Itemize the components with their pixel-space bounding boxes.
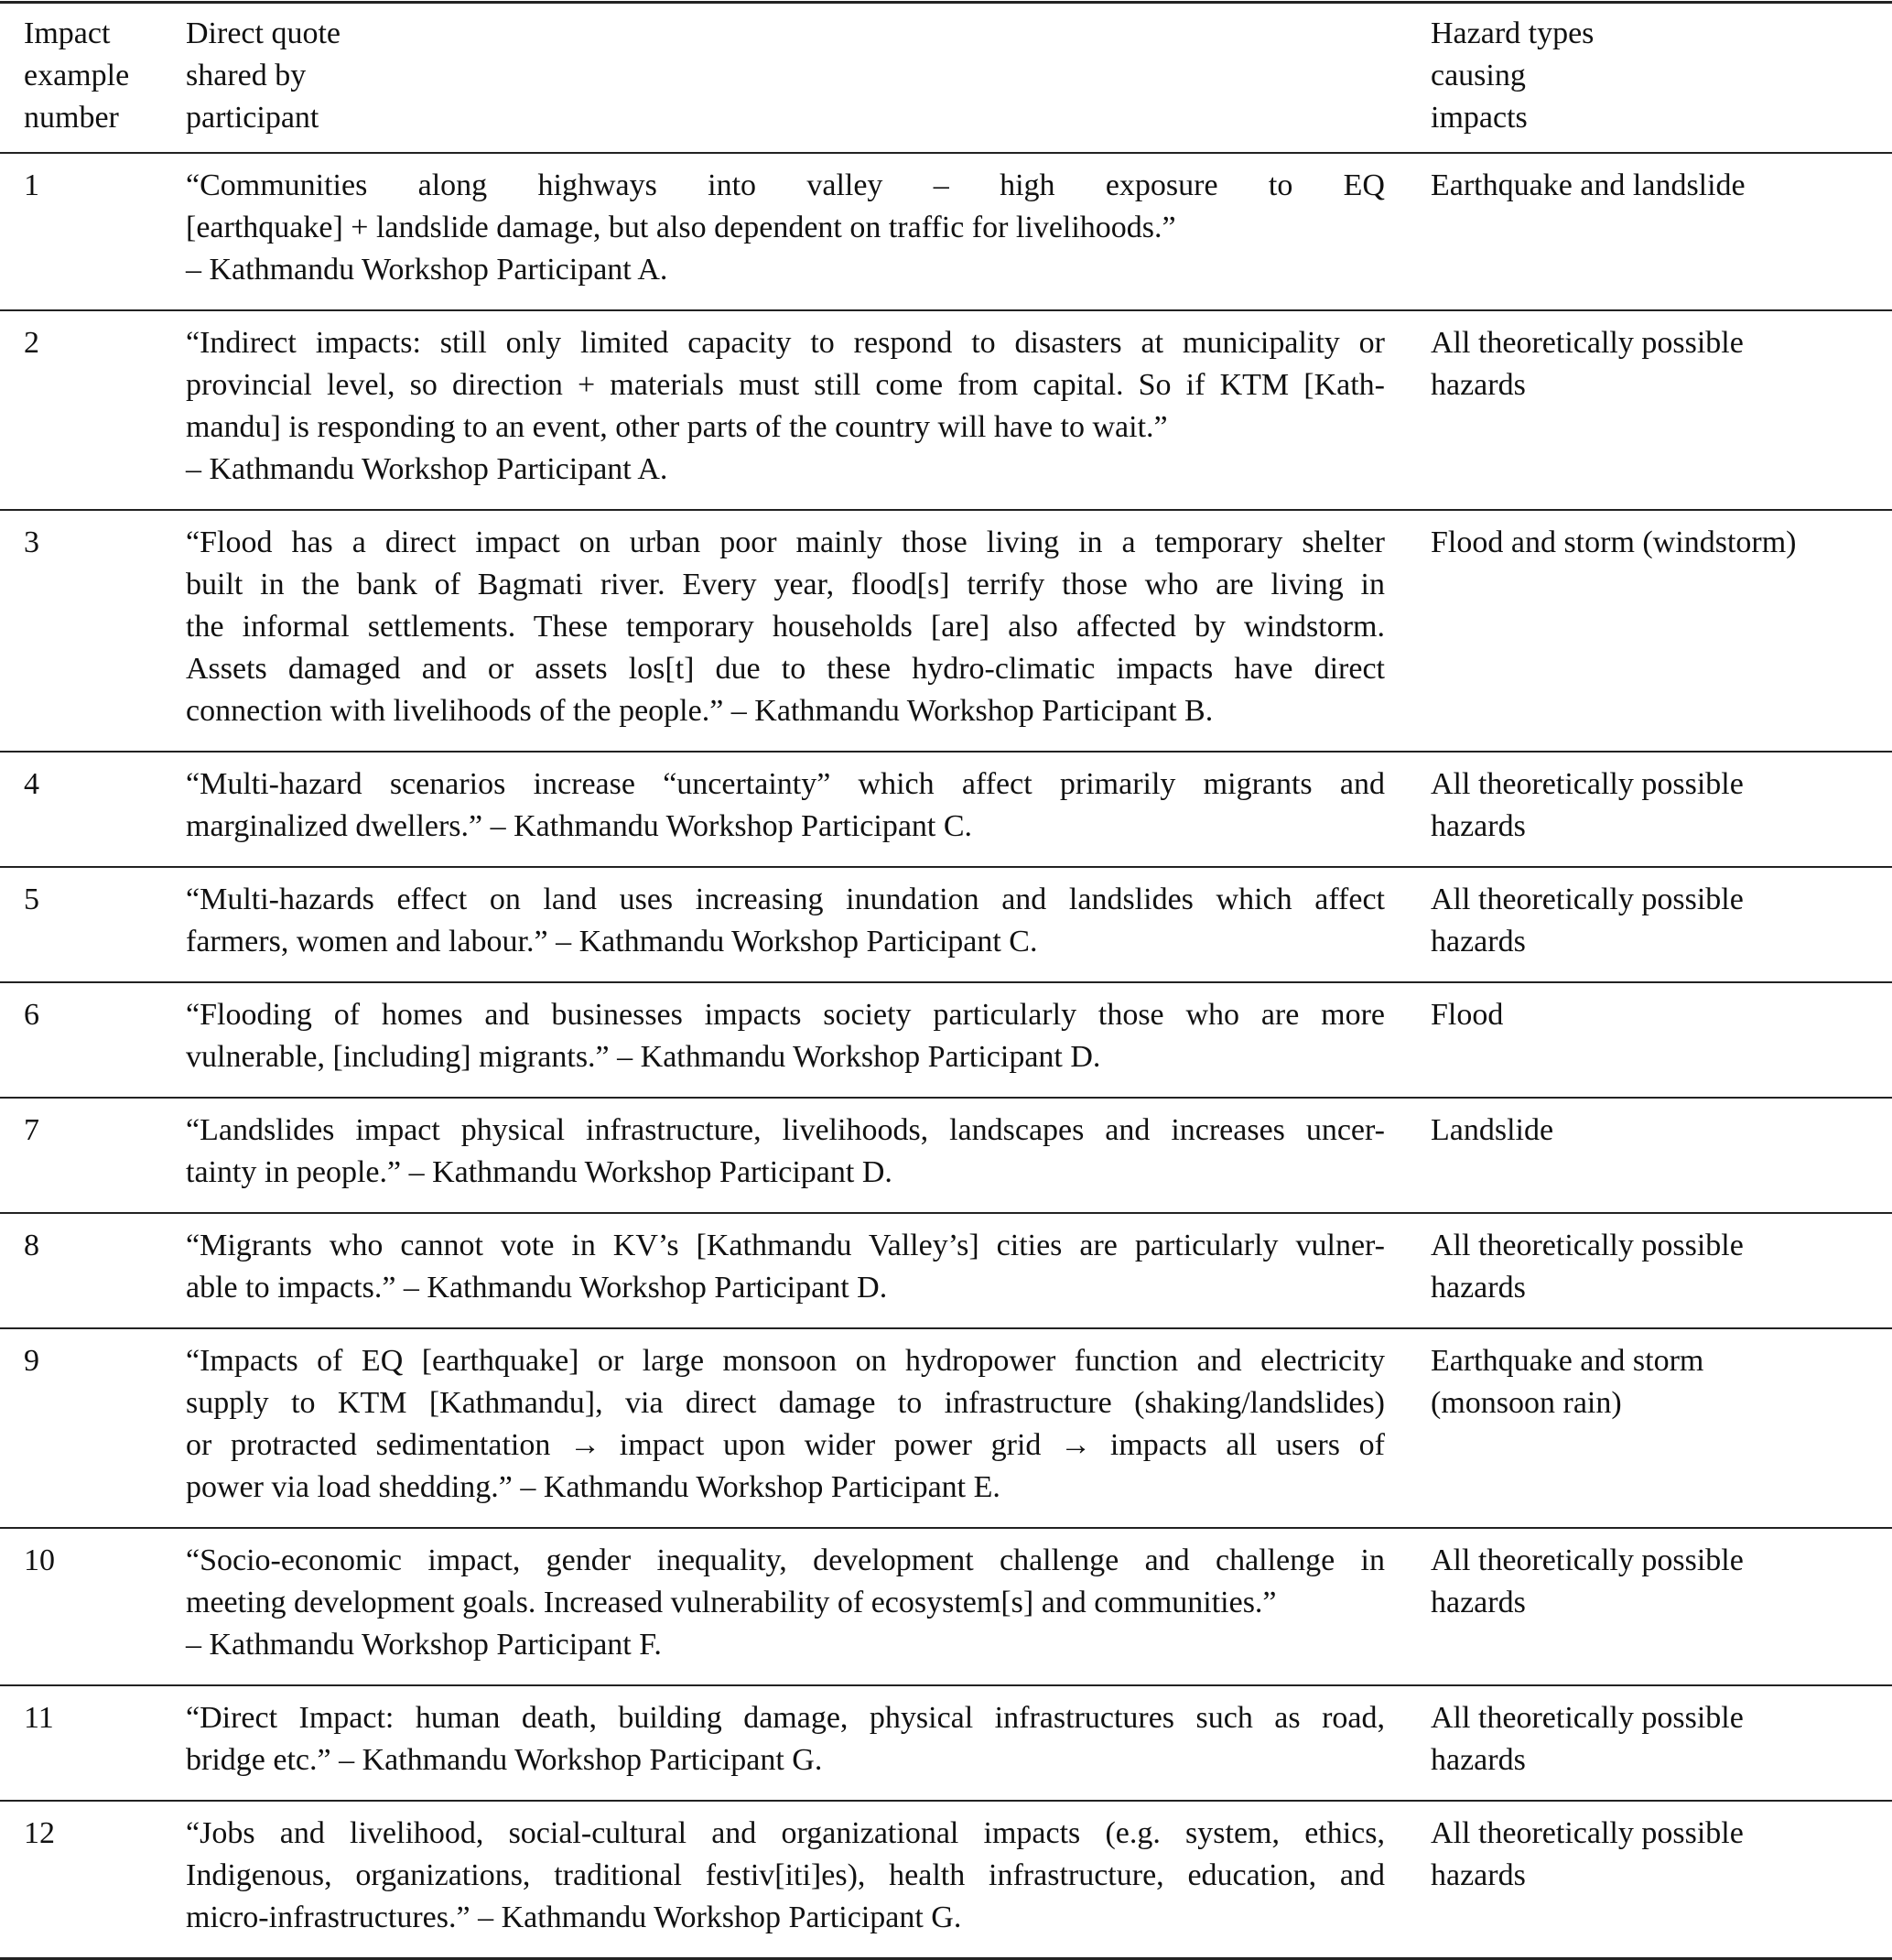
table-row-9 (0, 1329, 1892, 1529)
quote-line: “Direct Impact: human death, building damage, physical infrastructures such as road, (186, 1701, 1385, 1735)
hazard-type-line: All theoretically possible (1431, 1229, 1744, 1262)
table-row-7 (0, 1099, 1892, 1214)
quote-line: bridge etc.” – Kathmandu Workshop Participant G. (186, 1743, 823, 1777)
hazard-type-line: hazards (1431, 1858, 1526, 1892)
table-body (0, 154, 1892, 1957)
quote-cell (186, 311, 1431, 509)
hazard-type-cell (1431, 1529, 1892, 1684)
header-direct-quote: Direct quote shared by participant (186, 16, 341, 135)
impact-number: 5 (24, 883, 39, 916)
hazard-type-line: Flood and storm (windstorm) (1431, 525, 1797, 559)
hazard-type-line: All theoretically possible (1431, 1816, 1744, 1850)
hazard-type-cell (1431, 753, 1892, 866)
hazard-type-line: All theoretically possible (1431, 1701, 1744, 1735)
quote-line: micro-infrastructures.” – Kathmandu Workshop Participant G. (186, 1900, 962, 1934)
quote-cell (186, 1329, 1431, 1527)
impact-number: 7 (24, 1113, 39, 1147)
hazard-type-line: (monsoon rain) (1431, 1386, 1622, 1420)
impact-number: 4 (24, 767, 39, 801)
quote-line: tainty in people.” – Kathmandu Workshop Participant D. (186, 1155, 892, 1189)
quote-line: connection with livelihoods of the people.” – Kathmandu Workshop Participant B. (186, 694, 1214, 728)
quote-cell (186, 1686, 1431, 1800)
quote-line: “Communities along highways into valley – high exposure to EQ (186, 168, 1385, 202)
impact-number: 10 (24, 1543, 55, 1577)
quote-line: meeting development goals. Increased vulnerability of ecosystem[s] and communities.” (186, 1586, 1277, 1619)
quote-cell (186, 983, 1431, 1097)
table-row-5 (0, 868, 1892, 983)
hazard-type-line: Flood (1431, 998, 1504, 1032)
quote-line: “Impacts of EQ [earthquake] or large monsoon on hydropower function and electricity (186, 1344, 1385, 1378)
hazard-type-line: Earthquake and storm (1431, 1344, 1704, 1378)
table-row-4 (0, 753, 1892, 868)
hazard-type-line: hazards (1431, 925, 1526, 958)
header-hazard-types: Hazard types causing impacts (1431, 16, 1595, 135)
impact-number: 11 (24, 1701, 54, 1735)
quote-line: “Indirect impacts: still only limited capacity to respond to disasters at municipality or (186, 326, 1385, 360)
hazard-type-cell (1431, 511, 1892, 751)
impact-number-cell (0, 511, 186, 751)
quote-line: or protracted sedimentation → impact upon wider power grid → impacts all users of (186, 1428, 1385, 1462)
quote-cell (186, 1214, 1431, 1327)
impact-number: 8 (24, 1229, 39, 1262)
hazard-type-line: Landslide (1431, 1113, 1554, 1147)
quote-line: able to impacts.” – Kathmandu Workshop Participant D. (186, 1271, 888, 1305)
quote-cell (186, 511, 1431, 751)
quote-line: mandu] is responding to an event, other parts of the country will have to wait.” (186, 410, 1168, 444)
hazard-type-line: Earthquake and landslide (1431, 168, 1746, 202)
hazard-type-cell (1431, 1686, 1892, 1800)
hazard-type-line: hazards (1431, 368, 1526, 402)
quote-line: marginalized dwellers.” – Kathmandu Workshop Participant C. (186, 809, 973, 843)
quote-line: farmers, women and labour.” – Kathmandu Workshop Participant C. (186, 925, 1038, 958)
quote-cell (186, 1099, 1431, 1212)
impact-number-cell (0, 983, 186, 1097)
quote-line: vulnerable, [including] migrants.” – Kathmandu Workshop Participant D. (186, 1040, 1101, 1074)
table-row-11 (0, 1686, 1892, 1802)
hazard-type-line: All theoretically possible (1431, 326, 1744, 360)
impact-number: 6 (24, 998, 39, 1032)
quote-line: “Flooding of homes and businesses impacts society particularly those who are more (186, 998, 1385, 1032)
impact-number-cell (0, 311, 186, 509)
quote-line: – Kathmandu Workshop Participant A. (186, 253, 668, 287)
quote-cell (186, 154, 1431, 309)
quote-line: the informal settlements. These temporary households [are] also affected by windstorm. (186, 610, 1385, 644)
impact-number-cell (0, 1099, 186, 1212)
table-row-1 (0, 154, 1892, 311)
quote-cell (186, 1529, 1431, 1684)
hazard-type-line: All theoretically possible (1431, 883, 1744, 916)
hazard-type-cell (1431, 868, 1892, 981)
quote-cell (186, 1802, 1431, 1957)
impact-number-cell (0, 868, 186, 981)
table-row-8 (0, 1214, 1892, 1329)
hazard-type-line: hazards (1431, 1743, 1526, 1777)
hazard-type-cell (1431, 1099, 1892, 1212)
hazard-type-line: All theoretically possible (1431, 1543, 1744, 1577)
hazard-type-cell (1431, 154, 1892, 309)
quote-line: built in the bank of Bagmati river. Every year, flood[s] terrify those who are living in (186, 568, 1385, 601)
hazard-type-line: hazards (1431, 809, 1526, 843)
quote-line: supply to KTM [Kathmandu], via direct damage to infrastructure (shaking/landslides) (186, 1386, 1385, 1420)
table-header-row (0, 4, 1892, 154)
table-row-3 (0, 511, 1892, 753)
table-row-10 (0, 1529, 1892, 1686)
impact-number-cell (0, 1529, 186, 1684)
quote-line: “Landslides impact physical infrastructure, livelihoods, landscapes and increases uncer- (186, 1113, 1385, 1147)
quote-line: Indigenous, organizations, traditional festiv[iti]es), health infrastructure, education, and (186, 1858, 1385, 1892)
quote-line: [earthquake] + landslide damage, but also dependent on traffic for livelihoods.” (186, 211, 1176, 244)
table-row-2 (0, 311, 1892, 511)
hazard-type-line: hazards (1431, 1586, 1526, 1619)
quote-line: “Socio-economic impact, gender inequality, development challenge and challenge in (186, 1543, 1385, 1577)
quote-line: “Jobs and livelihood, social-cultural and organizational impacts (e.g. system, ethics, (186, 1816, 1385, 1850)
table-row-12 (0, 1802, 1892, 1957)
table-row-6 (0, 983, 1892, 1099)
hazard-type-line: All theoretically possible (1431, 767, 1744, 801)
impact-number-cell (0, 1214, 186, 1327)
impact-examples-table (0, 1, 1892, 1960)
hazard-type-cell (1431, 983, 1892, 1097)
impact-number-cell (0, 1802, 186, 1957)
impact-number-cell (0, 154, 186, 309)
quote-line: “Migrants who cannot vote in KV’s [Kathmandu Valley’s] cities are particularly vulner- (186, 1229, 1385, 1262)
quote-cell (186, 868, 1431, 981)
quote-line: provincial level, so direction + materials must still come from capital. So if KTM [Kath- (186, 368, 1385, 402)
impact-number-cell (0, 1329, 186, 1527)
header-impact-example-number: Impact example number (24, 16, 130, 135)
hazard-type-line: hazards (1431, 1271, 1526, 1305)
hazard-type-cell (1431, 1802, 1892, 1957)
impact-number-cell (0, 753, 186, 866)
quote-line: – Kathmandu Workshop Participant A. (186, 452, 668, 486)
impact-number: 12 (24, 1816, 55, 1850)
quote-cell (186, 753, 1431, 866)
impact-number: 1 (24, 168, 39, 202)
quote-line: Assets damaged and or assets los[t] due to these hydro-climatic impacts have direct (186, 652, 1385, 686)
impact-number: 2 (24, 326, 39, 360)
quote-line: power via load shedding.” – Kathmandu Workshop Participant E. (186, 1470, 1000, 1504)
hazard-type-cell (1431, 311, 1892, 509)
impact-number: 9 (24, 1344, 39, 1378)
quote-line: – Kathmandu Workshop Participant F. (186, 1628, 662, 1662)
quote-line: “Multi-hazards effect on land uses increasing inundation and landslides which affect (186, 883, 1385, 916)
hazard-type-cell (1431, 1214, 1892, 1327)
quote-line: “Flood has a direct impact on urban poor mainly those living in a temporary shelter (186, 525, 1385, 559)
impact-number: 3 (24, 525, 39, 559)
quote-line: “Multi-hazard scenarios increase “uncertainty” which affect primarily migrants and (186, 767, 1385, 801)
impact-number-cell (0, 1686, 186, 1800)
hazard-type-cell (1431, 1329, 1892, 1527)
